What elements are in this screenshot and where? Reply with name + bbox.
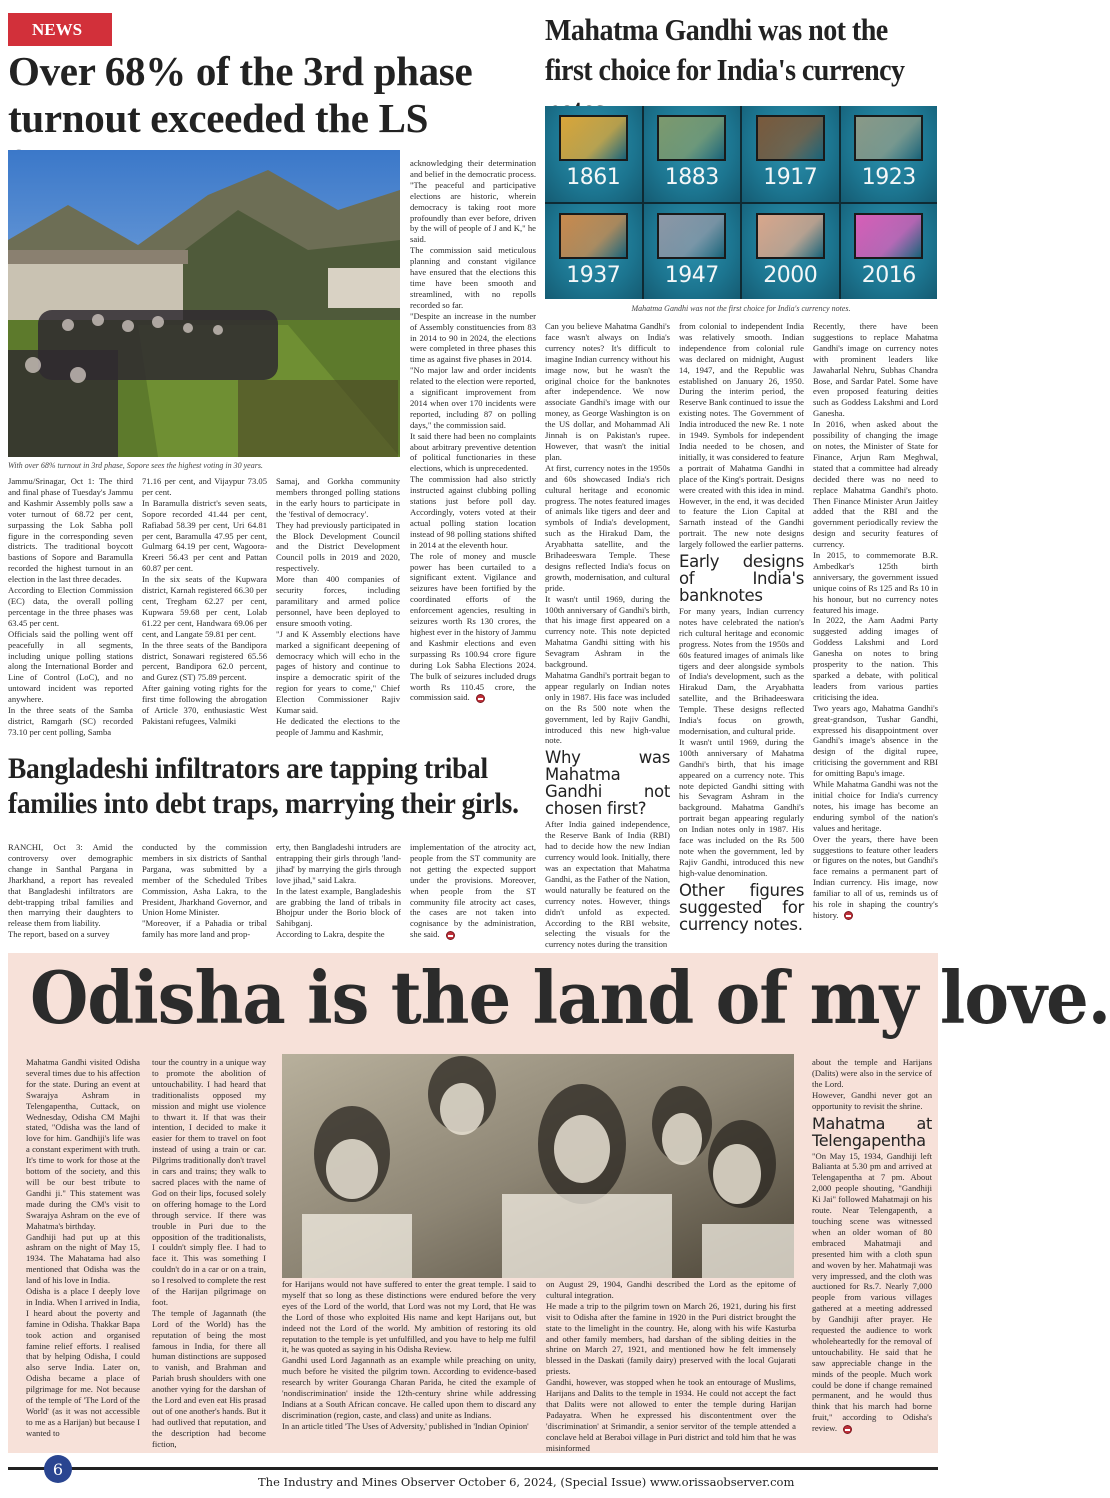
paragraph: conducted by the commission members in six districts of Santhal Pargana, was submitted by a member of the Scheduled Tribes Commission, Asha Lakra, to the President, Jharkhand Governor, and Union Home Minister. [142, 842, 267, 918]
odisha-column-3 [282, 1279, 536, 1432]
banknote-year-label: 2000 [763, 262, 818, 288]
paragraph: Jammu/Srinagar, Oct 1: The third and final phase of Tuesday's Jammu and Kashmir Assembly polls saw a voter turnout of 68.72 per cent, surpassing the Lok Sabha poll figure in the corresponding seven districts. The traditional boycott bastions of Sopore and Baramulla recorded the highest turnout in an election in the last three decades. [8, 476, 133, 585]
banknote-image [559, 115, 628, 161]
banknote-year-label: 1861 [566, 165, 621, 190]
paragraph: More than 400 companies of security forces, including paramilitary and armed police personnel, have been deployed to ensure smooth voting. [276, 574, 400, 628]
paragraph: Can you believe Mahatma Gandhi's face wasn't always on India's currency notes? It's difficult to imagine Indian currency without his image now, but he wasn't the original choice for the banknotes after independence. We now associate Gandhi's image with our money, as George Washington is on the US dollar, and Mohammad Ali Jinnah is on Pakistan's rupee. However, that wasn't the initial plan. [545, 321, 670, 462]
paragraph: In an article titled 'The Uses of Adversity,' published in 'Indian Opinion' [282, 1420, 529, 1431]
currency-photo-caption: Mahatma Gandhi was not the first choice for India's currency notes. [631, 304, 851, 313]
paragraph: After India gained independence, the Reserve Bank of India (RBI) had to decide how the new Indian currency would look. Initially, there was an expectation that Mahatma Gandhi, as the Father of the Nation, would naturally be featured on the currency notes. However, things didn't unfold as expected. According to the RBI website, selecting the visuals for the currency notes during the transition [545, 819, 670, 950]
paragraph: In the three seats of the Bandipora district, Sonawari registered 65.56 percent, Bandipora 62.0 percent, and Gurez (ST) 75.89 percent. [142, 639, 267, 683]
banknote-cell [742, 204, 839, 300]
footer-rule [8, 1467, 938, 1470]
banknote-year-label: 1917 [763, 165, 818, 190]
paragraph: for Harijans would not have suffered to enter the great temple. I said to myself that so long as these distinctions were endured before the very eyes of the Lord of the world, that Lord was not my Lord, that He was the Lord of those who exploited His name and kept Harijans out, but indeed not the Lord of the world. My ambition of restoring its old reputation to the temple is yet unfulfilled, and you have to help me fulfil it, he was quoted as saying in his Odisha Review. [282, 1279, 536, 1355]
gandhi-historic-photo [282, 1054, 794, 1278]
paragraph: Gandhi, however, was stopped when he took an entourage of Muslims, Harijans and Dalits to the temple in 1934. He could not accept the fact that Dalits were not allowed to enter the temple during Harijan Padayatra. When he expressed his discontentment over the 'discrimination' at Srimandir, a senior servitor of the temple attended a conclave held at Beraboi village in Puri district and told him that he was misinformed [546, 1377, 796, 1453]
paragraph: Gandhiji had put up at this ashram on the night of May 15, 1934. The Mahatama had also mentioned that Odisha was the land of his love in India. [26, 1231, 140, 1286]
bangla-column-4 [410, 842, 536, 940]
currency-column-1 [545, 321, 670, 950]
paragraph: It said there had been no complaints about arbitrary preventive detention of political functionaries in these elections, which is unprecedented. [410, 430, 536, 474]
paragraph: Recently, there have been suggestions to replace Mahatma Gandhi's image on currency notes with prominent leaders like Jawaharlal Nehru, Subhas Chandra Bose, and Sardar Patel. Some have even proposed featuring deities such as Goddess Lakshmi and Lord Ganesha. [813, 321, 938, 419]
end-of-article-icon [843, 1425, 852, 1434]
paragraph: Over the years, there have been suggestions to feature other leaders or figures on the notes, but Gandhi's face remains a permanent part of Indian currency. His image, now familiar to all of us, reminds us of his role in shaping the country's history. [813, 833, 938, 920]
paragraph: For many years, Indian currency notes have celebrated the nation's rich cultural heritage and economic progress. Notes from the 1950s and 60s featured images of animals like tigers and deer alongside symbols of India's development, such as the Hirakud Dam, the Aryabhatta satellite, and the Brihadeeswara Temple. These designs reflected India's focus on growth, modernisation, and cultural pride. [679, 606, 804, 736]
paragraph: "The peaceful and participative elections are historic, wherein democracy is taking root more profoundly than ever before, driven by the will of people of J and K," he said. [410, 179, 536, 245]
paragraph: "No major law and order incidents related to the election were reported, a significant improvement from 2014 when over 170 incidents were reported, including 87 on polling days," the commission said. [410, 365, 536, 430]
currency-column-2 [679, 321, 804, 933]
paragraph: It wasn't until 1969, during the 100th anniversary of Mahatma Gandhi's birth, that his image appeared on a currency note. This note depicted Gandhi sitting with his Sevagram Ashram in the background. Mahatma Gandhi's portrait began appearing regularly on Indian notes only in 1987. His face was included on the Rs 500 note when the government, led by Rajiv Gandhi, introduced this new high-value denomination. [679, 736, 804, 878]
odisha-column-2 [152, 1057, 266, 1450]
banknote-image [756, 115, 825, 161]
paragraph: However, Gandhi never got an opportunity to revisit the shrine. [812, 1089, 932, 1111]
paragraph: The commission had also strictly instructed against clubbing polling stations just before poll day. Accordingly, voters voted at their actual polling station location instead of 98 polling stations shifted in 2014 at the eleventh hour. [410, 474, 536, 550]
banknote-year-label: 1923 [861, 165, 916, 190]
page-number-badge: 6 [44, 1455, 72, 1483]
paragraph: Odisha is a place I deeply love in India. When I arrived in India, I heard about the poverty and famine in Odisha. Thakkar Bapa took action and organised famine relief efforts. I realised that by helping Odisha, I could also serve India. Later on, Odisha became a place of pilgrimage for me. Not because of the temple of 'The Lord of the World' (as it was not accessible to me as a Harijan) but because I wanted to [26, 1286, 140, 1438]
paragraph: While Mahatma Gandhi was not the initial choice for India's currency notes, his image has become an enduring symbol of the nation's values and heritage. [813, 779, 938, 833]
paragraph: The temple of Jagannath (the Lord of the World) has the reputation of being the most famous in India, for there all human distinctions are supposed to vanish, and Brahman and Pariah brush shoulders with one another vying for the darshan of the Lord and even eat His prasad out of one another's hands. But it had outlived that reputation, and the description had become fiction, [152, 1307, 266, 1449]
banknote-image [854, 115, 923, 161]
paragraph: The report, based on a survey [8, 929, 110, 940]
odisha-headline: Odisha is the land of my love. [30, 955, 1110, 1040]
banknote-year-label: 1937 [566, 262, 621, 288]
odisha-column-4 [546, 1279, 796, 1454]
end-of-article-icon [844, 911, 853, 920]
paragraph: In 2022, the Aam Aadmi Party suggested adding images of Goddess Lakshmi and Lord Ganesha on notes to bring prosperity to the nation. This sparked a debate, with political leaders from various parties criticising the idea. [813, 615, 938, 702]
banknote-cell [742, 106, 839, 202]
paragraph: According to Election Commission (EC) data, the overall polling percentage in the three phases was 63.45 per cent. [8, 585, 133, 628]
paragraph: Gandhi used Lord Jagannath as an example while preaching on unity, much before he visited the pilgrim town. According to evidence-based research by writer Gouranga Charan Parida, he cited the example of 'nondiscrimination' inside the 12th-century shrine while addressing Indians at a South African concave. He called upon them to discard any discrimination (region, caste, and class) and unite as Indians. [282, 1355, 536, 1420]
paragraph: 71.16 per cent, and Vijaypur 73.05 per cent. [142, 476, 267, 497]
paragraph: from colonial to independent India was relatively smooth. Indian independence from colonial rule was declared on midnight, August 14, 1947, and the Republic was established on January 26, 1950. During the interim period, the Reserve Bank continued to issue the existing notes. The Government of India introduced the new Re. 1 note in 1949. Symbols for independent India needed to be chosen, and initially, it was considered to feature a portrait of Mahatma Gandhi in place of the King's portrait. Designs were created with this idea in mind. However, in the end, it was decided to feature the Lion Capital at Sarnath instead of the Gandhi portrait. The new note designs largely followed the earlier patterns. [679, 321, 804, 550]
paragraph: about the temple and Harijans (Dalits) were also in the service of the Lord. [812, 1057, 932, 1089]
poll-column-3 [276, 476, 400, 738]
paragraph: "Despite an increase in the number of Assembly constituencies from 83 in 2014 to 90 in 2024, the elections were completed in three phases this time as against five phases in 2014. [410, 310, 536, 365]
end-of-article-icon [476, 694, 485, 703]
bangla-column-3 [276, 842, 401, 940]
subheading-early-designs: Early designs of India's banknotes [679, 552, 804, 606]
paragraph: implementation of the atrocity act, people from the ST community are not getting the expected support under the provisions. Moreover, when people from the ST community file atrocity act cases, the cases are not taken into cognisance by the administration, she said. [410, 842, 536, 940]
subheading-other-figures: Other figures suggested for currency notes. [679, 880, 804, 934]
banknote-image [657, 213, 726, 259]
bangla-headline: Bangladeshi infiltrators are tapping tribal families into debt traps, marrying their girls. [8, 753, 519, 820]
odisha-column-1 [26, 1057, 140, 1439]
banknote-cell [841, 106, 938, 202]
banknote-image [559, 213, 628, 259]
paragraph: After gaining voting rights for the first time following the abrogation of Article 370, enthusiastic West Pakistani refugees, Valmiki [142, 683, 267, 726]
subheading-why-not-gandhi: Why was Mahatma Gandhi not chosen first? [545, 748, 670, 819]
paragraph: In the three seats of the Samba district, Ramgarh (SC) recorded 73.10 per cent polling, Samba [8, 705, 133, 737]
subheading-telengapentha: Mahatma at Telengapentha [812, 1113, 932, 1150]
poll-column-2 [142, 476, 267, 727]
paragraph: It wasn't until 1969, during the 100th anniversary of Gandhi's birth, that his image first appeared on a currency note. This note depicted Mahatma Gandhi sitting with his Sevagram Ashram in the background. [545, 593, 670, 670]
paragraph: "J and K Assembly elections have marked a significant deepening of democracy which will echo in the pages of history and continue to inspire a democratic spirit of the region for years to come," Chief Election Commissioner Rajiv Kumar said. [276, 628, 400, 716]
banknote-cell [644, 106, 741, 202]
paragraph: Samaj, and Gorkha community members thronged polling stations in the early hours to participate in the 'festival of democracy'. [276, 476, 400, 519]
banknote-image [756, 213, 825, 259]
paragraph: The commission said meticulous planning and constant vigilance have ensured that the elections this time have been smooth and streamlined, with no repolls recorded so far. [410, 245, 536, 310]
paragraph: In the latest example, Bangladeshis are grabbing the land of tribals in Bhojpur under the Borio block of Sahibganj. [276, 885, 401, 929]
banknote-image [854, 213, 923, 259]
banknote-year-label: 1947 [664, 262, 719, 288]
paragraph: Mahatma Gandhi visited Odisha several times due to his affection for the state. During an event at Swarajya Ashram in Telengapentha, Cuttack, on Wednesday, Odisha CM Majhi stated, "Odisha was the land of love for him. Gandhiji's life was a constant experiment with truth. It's time to work for those at the bottom of the society, and this will be our best tribute to Gandhi ji." This statement was made during the CM's visit to Swarajya Ashram on the eve of Mahatma's birthday. [26, 1057, 140, 1231]
odisha-column-5 [812, 1057, 932, 1434]
paragraph: "On May 15, 1934, Gandhiji left Balianta at 5.30 pm and arrived at Telengapentha at 7 pm. About 2,000 people shouting, "Gandhiji Ki Jai" followed Mahatmaji on his route. Near Telengapenth, a touching scene was witnessed when an older woman of 80 embraced Mahatmaji and presented him with a cloth spun and woven by her. Mahatmaji was very impressed, and the cloth was auctioned for Rs.7. Nearly 7,000 people from various villages gathered at a meeting addressed by Gandhiji after prayer. He requested the audience to work wholeheartedly for the removal of untouchability. He said that he saw appreciable change in the minds of the people. Much work could be done if change remained permanent, and he would thus think that his march had borne fruit," according to Odisha's review. [812, 1150, 932, 1434]
paragraph: Officials said the polling went off peacefully in all segments, including unique polling stations along the International Border and Line of Control (LoC), and no untoward incident was reported anywhere. [8, 628, 133, 705]
banknote-cell [545, 204, 642, 300]
paragraph: acknowledging their determination and belief in the democratic process. [410, 158, 536, 179]
paragraph: He dedicated the elections to the people of Jammu and Kashmir, [276, 715, 400, 737]
paragraph: "Moreover, if a Pahadia or tribal family has more land and prop- [142, 918, 267, 940]
end-of-article-icon [446, 931, 455, 940]
paragraph: erty, then Bangladeshi intruders are entrapping their girls through 'land-jihad' by marrying the girls through love jihad," said Lakra. [276, 842, 401, 885]
paragraph: In 2016, when asked about the possibility of changing the image on notes, the Minister of State for Finance, Arjun Ram Meghwal, stated that a committee had already decided there was no need to replace Mahatma Gandhi's photo. Then Finance Minister Arun Jaitley added that the RBI and the government periodically review the design and security features of currency. [813, 419, 938, 550]
poll-headline: Over 68% of the 3rd phase turnout exceeded the LS [8, 48, 473, 141]
poll-column-4 [410, 158, 536, 703]
paragraph: tour the country in a unique way to promote the abolition of untouchability. I had heard that traditionalists opposed my mission and might use violence to thwart it. If that was their intention, I decided to make it easier for them to travel on foot instead of using a train or car. Pilgrims traditionally don't travel in cars and trains; they walk to sacred places with the name of God on their lips, focused solely on offering homage to the Lord through service. If there was trouble in Puri due to the opposition of the traditionalists, I couldn't simply flee. I had to face it. This was something I couldn't do in a car or on a train, so I resolved to complete the rest of the Harijan pilgrimage on foot. [152, 1057, 266, 1307]
paragraph: Two years ago, Mahatma Gandhi's great-grandson, Tushar Gandhi, expressed his disappointment over Gandhi's image's absence in the design of the digital rupee, criticising the government and RBI for omitting Bapu's image. [813, 702, 938, 779]
paragraph: RANCHI, Oct 3: Amid the controversy over demographic change in Santhal Pargana in Jharkhand, a report has revealed that Bangladeshi infiltrators are debt-trapping tribal families and then marrying their daughters to release them from liability. [8, 842, 133, 929]
paragraph: In Baramulla district's seven seats, Sopore recorded 41.44 per cent, Rafiabad 58.39 per cent, Uri 64.81 per cent, Baramulla 47.95 per cent, Gulmarg 64.19 per cent, Wagoora-Kreeri 56.43 per cent and Pattan 60.87 per cent. [142, 497, 267, 574]
paragraph: The role of money and muscle power has been curtailed to a significant extent. Vigilance and seizures have been fortified by the coordinated efforts of the enforcement agencies, resulting in seizures worth Rs 130 crores, the highest ever in the history of Jammu and Kashmir elections and even surpassing Rs 100.94 crore figure during Lok Sabha Elections 2024. The bulk of seizures included drugs worth Rs 110.45 crore, the commission said. [410, 550, 536, 703]
bangla-column-2 [142, 842, 267, 940]
banknote-cell [841, 204, 938, 300]
kashmir-polling-photo [8, 150, 400, 457]
currency-headline: Mahatma Gandhi was not the first choice for India's currency [545, 13, 905, 87]
news-section-tag: NEWS [8, 13, 112, 46]
paragraph: on August 29, 1904, Gandhi described the Lord as the epitome of cultural integration. [546, 1279, 796, 1300]
paragraph: In 2015, to commemorate B.R. Ambedkar's 125th birth anniversary, the government issued unique coins of Rs 125 and Rs 10 in his honour, but no currency notes featured his image. [813, 550, 938, 615]
footer-publication-line: The Industry and Mines Observer October 6, 2024, (Special Issue) www.orissaobserver.com [258, 1475, 795, 1489]
banknote-timeline-grid [545, 106, 937, 299]
paragraph: In the six seats of the Kupwara district, Karnah registered 66.30 per cent, Tregham 62.27 per cent, Kupwara 59.68 per cent, Lolab 61.22 per cent, Handwara 69.06 per cent, and Langate 59.81 per cent. [142, 574, 267, 639]
paragraph: According to Lakra, despite the [276, 929, 385, 940]
poll-column-1 [8, 476, 133, 738]
banknote-image [657, 115, 726, 161]
banknote-cell [545, 106, 642, 202]
poll-photo-caption: With over 68% turnout in 3rd phase, Sopore sees the highest voting in 30 years. [8, 461, 263, 470]
bangla-column-1 [8, 842, 133, 940]
banknote-year-label: 2016 [861, 262, 916, 288]
paragraph: At first, currency notes in the 1950s and 60s showcased India's rich cultural heritage and economic progress. The notes featured images of animals like tigers and deer and symbols of India's development, such as the Hirakud Dam, the Aryabhatta satellite, and the Brihadeeswara Temple. These designs reflected India's focus on growth, modernisation, and cultural pride. [545, 462, 670, 593]
paragraph: They had previously participated in the Block Development Council and the District Development Council polls in 2019 and 2020, respectively. [276, 519, 400, 574]
paragraph: He made a trip to the pilgrim town on March 26, 1921, during his first visit to Odisha after the famine in 1920 in the Puri district brought the state to the limelight in the country. He, along with his wife Kasturba and other family members, had darshan of the sibling deities in the shrine on March 27, 1921, and mentioned how he felt immensely blessed in the Daskati (family dairy) preserved with the local Gujarati priests. [546, 1300, 796, 1377]
banknote-cell [644, 204, 741, 300]
paragraph: Mahatma Gandhi's portrait began to appear regularly on Indian notes only in 1987. His face was included on the Rs 500 note when the government, led by Rajiv Gandhi, introduced this new high-value note. [545, 670, 670, 746]
currency-column-3 [813, 321, 938, 921]
kashmir-polling-photo-graphic [8, 150, 400, 457]
gandhi-historic-photo-graphic [282, 1054, 794, 1278]
banknote-year-label: 1883 [664, 165, 719, 190]
